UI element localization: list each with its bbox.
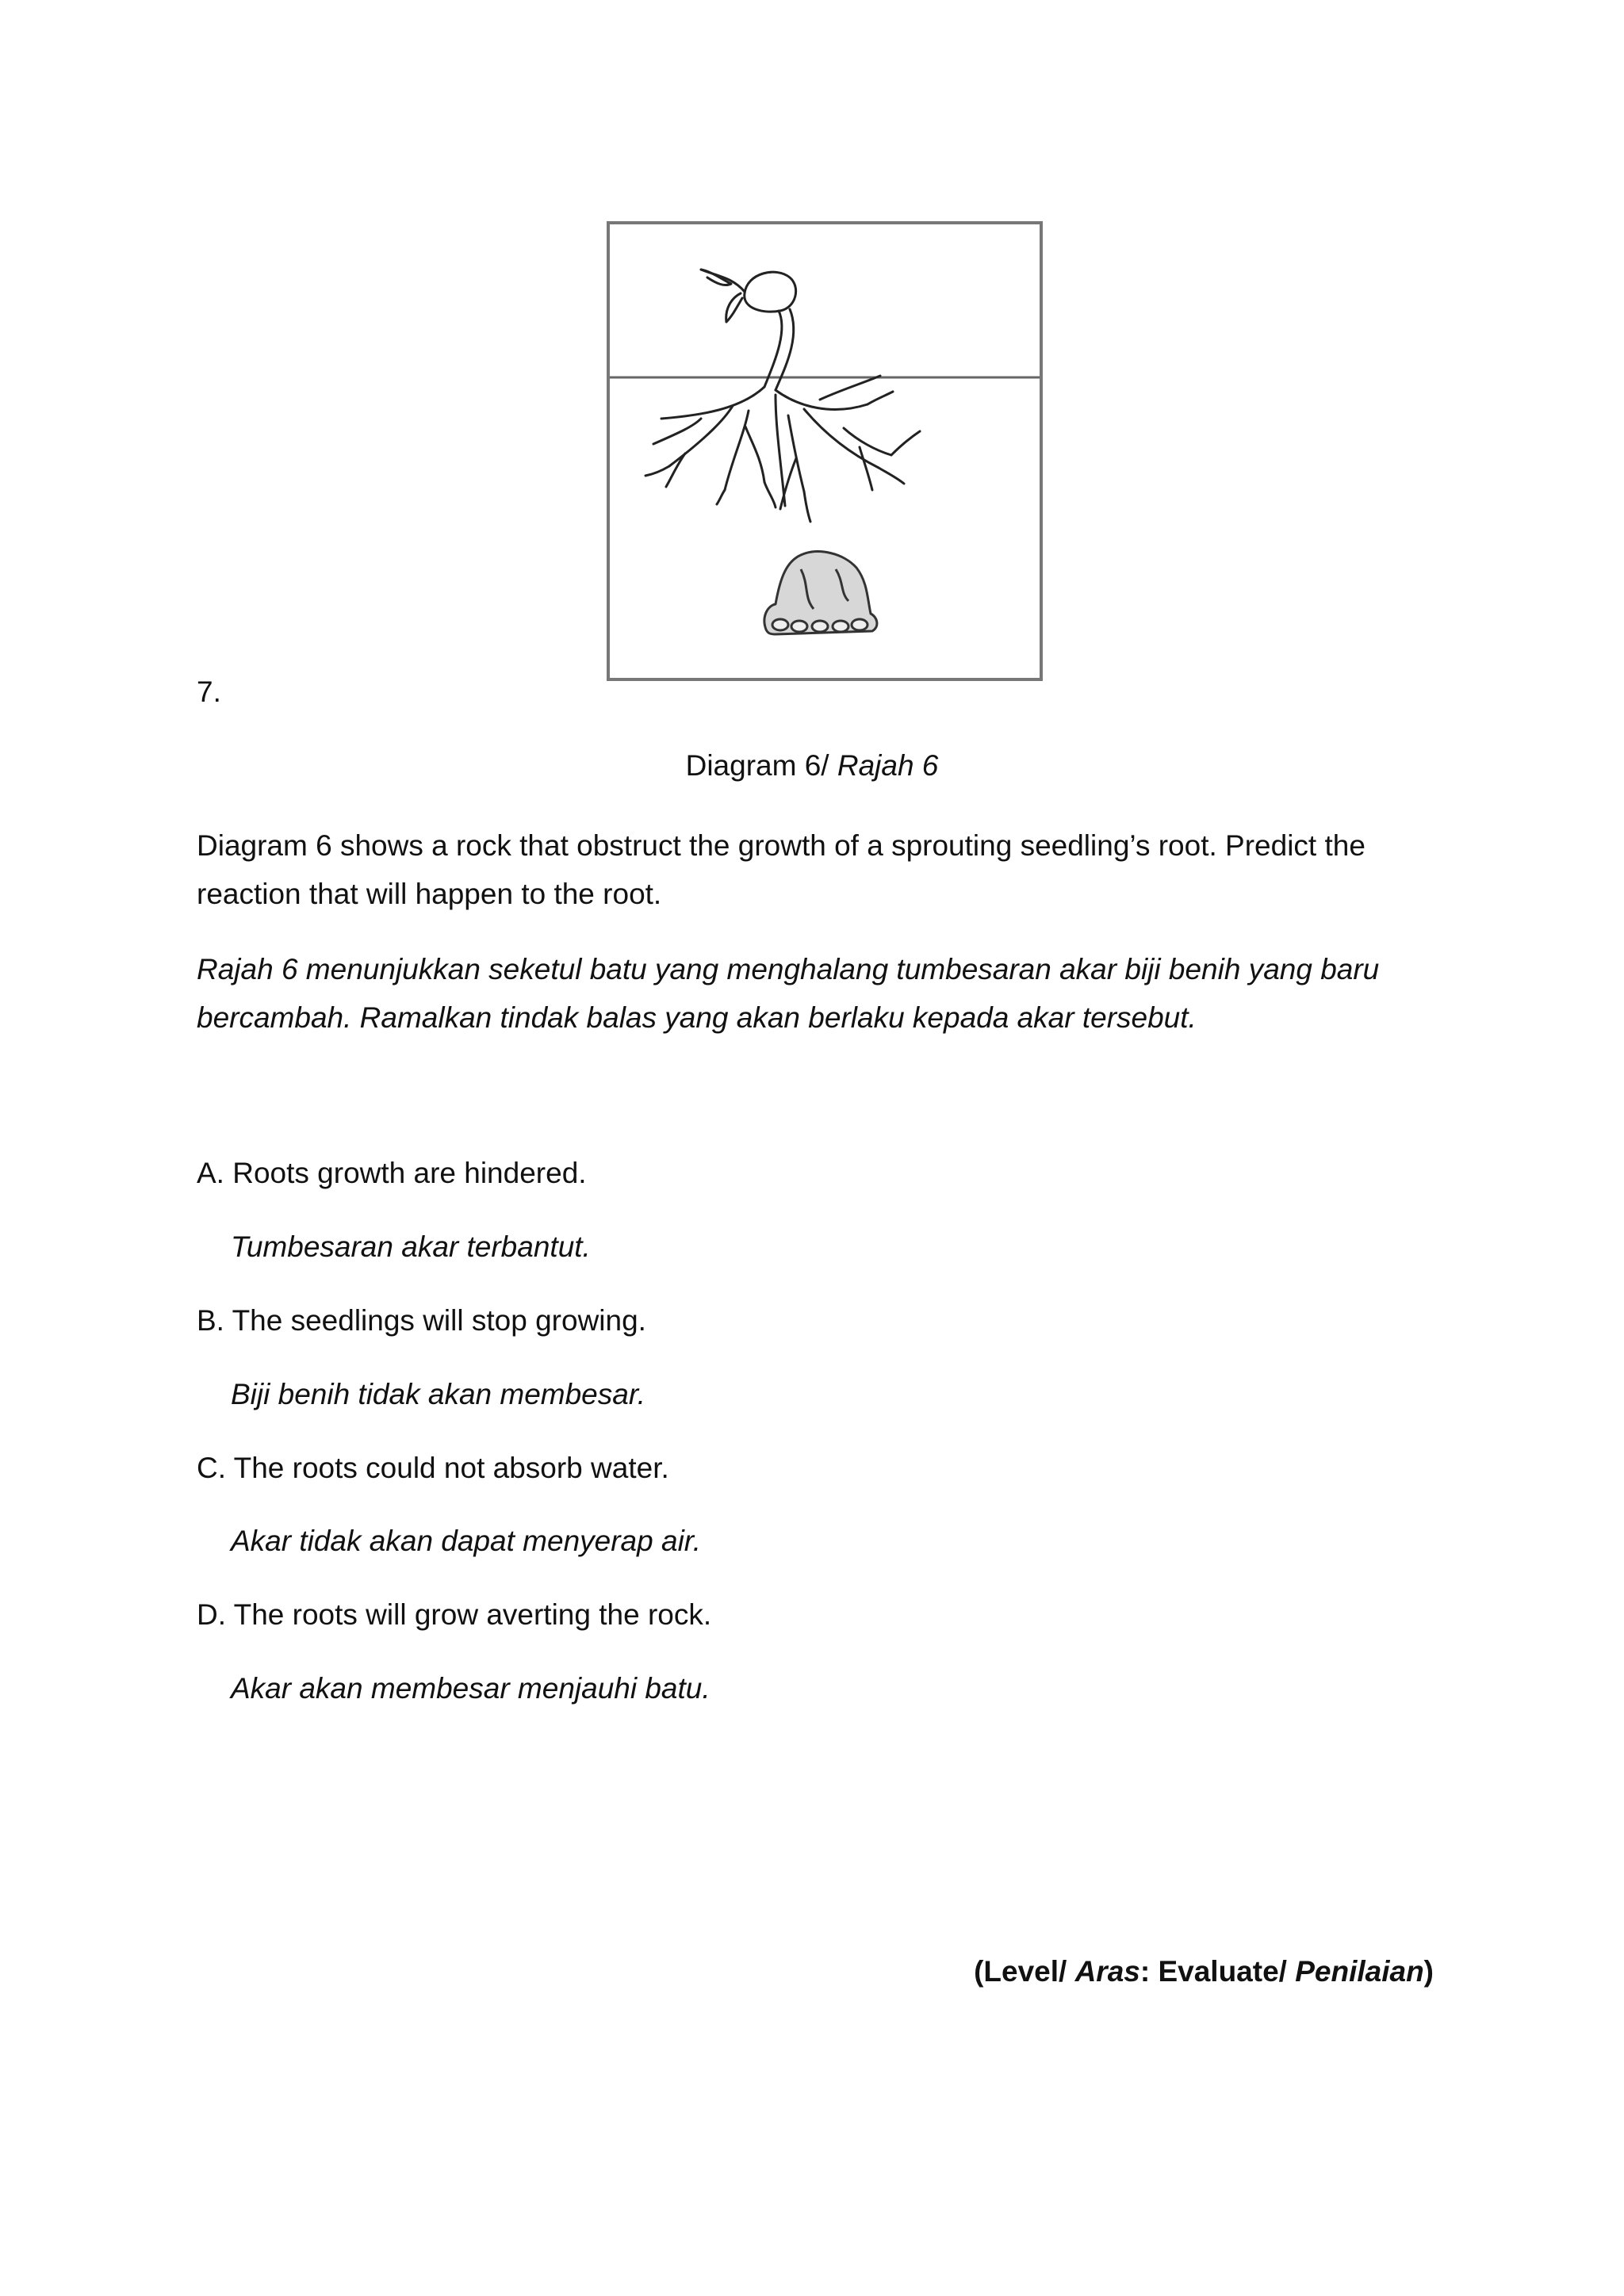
level-evaluate: : Evaluate/ <box>1139 1955 1296 1988</box>
question-text-malay: Rajah 6 menunjukkan seketul batu yang menghalang tumbesaran akar biji benih yang baru bercambah. Ramalkan tindak balas yang akan berlaku kepada akar tersebut. <box>197 953 1380 1034</box>
level-aras: Aras <box>1074 1955 1140 1988</box>
question-text-english: Diagram 6 shows a rock that obstruct the growth of a sprouting seedling’s root. Predict the reaction that will happen to the root. <box>197 829 1365 910</box>
option-c-malay: Akar tidak akan dapat menyerap air. <box>231 1525 702 1557</box>
option-d-malay: Akar akan membesar menjauhi batu. <box>231 1672 710 1705</box>
seedling-root-diagram <box>606 220 1044 682</box>
question-number: 7. <box>197 675 221 708</box>
option-a[interactable]: A. Roots growth are hindered. <box>197 1157 587 1189</box>
option-d[interactable]: D. The roots will grow averting the rock. <box>197 1598 712 1631</box>
option-a-malay: Tumbesaran akar terbantut. <box>231 1230 591 1263</box>
option-b-malay: Biji benih tidak akan membesar. <box>231 1378 646 1410</box>
level-open: (Level/ <box>974 1955 1075 1988</box>
level-close: ) <box>1423 1955 1434 1988</box>
level-penilaian: Penilaian <box>1295 1955 1424 1988</box>
option-c[interactable]: C. The roots could not absorb water. <box>197 1452 669 1484</box>
diagram-caption <box>0 749 1624 783</box>
caption-english: Diagram 6/ <box>685 749 837 782</box>
caption-malay: Rajah 6 <box>837 749 939 782</box>
cognitive-level <box>974 1955 1434 1988</box>
option-b[interactable]: B. The seedlings will stop growing. <box>197 1304 646 1337</box>
